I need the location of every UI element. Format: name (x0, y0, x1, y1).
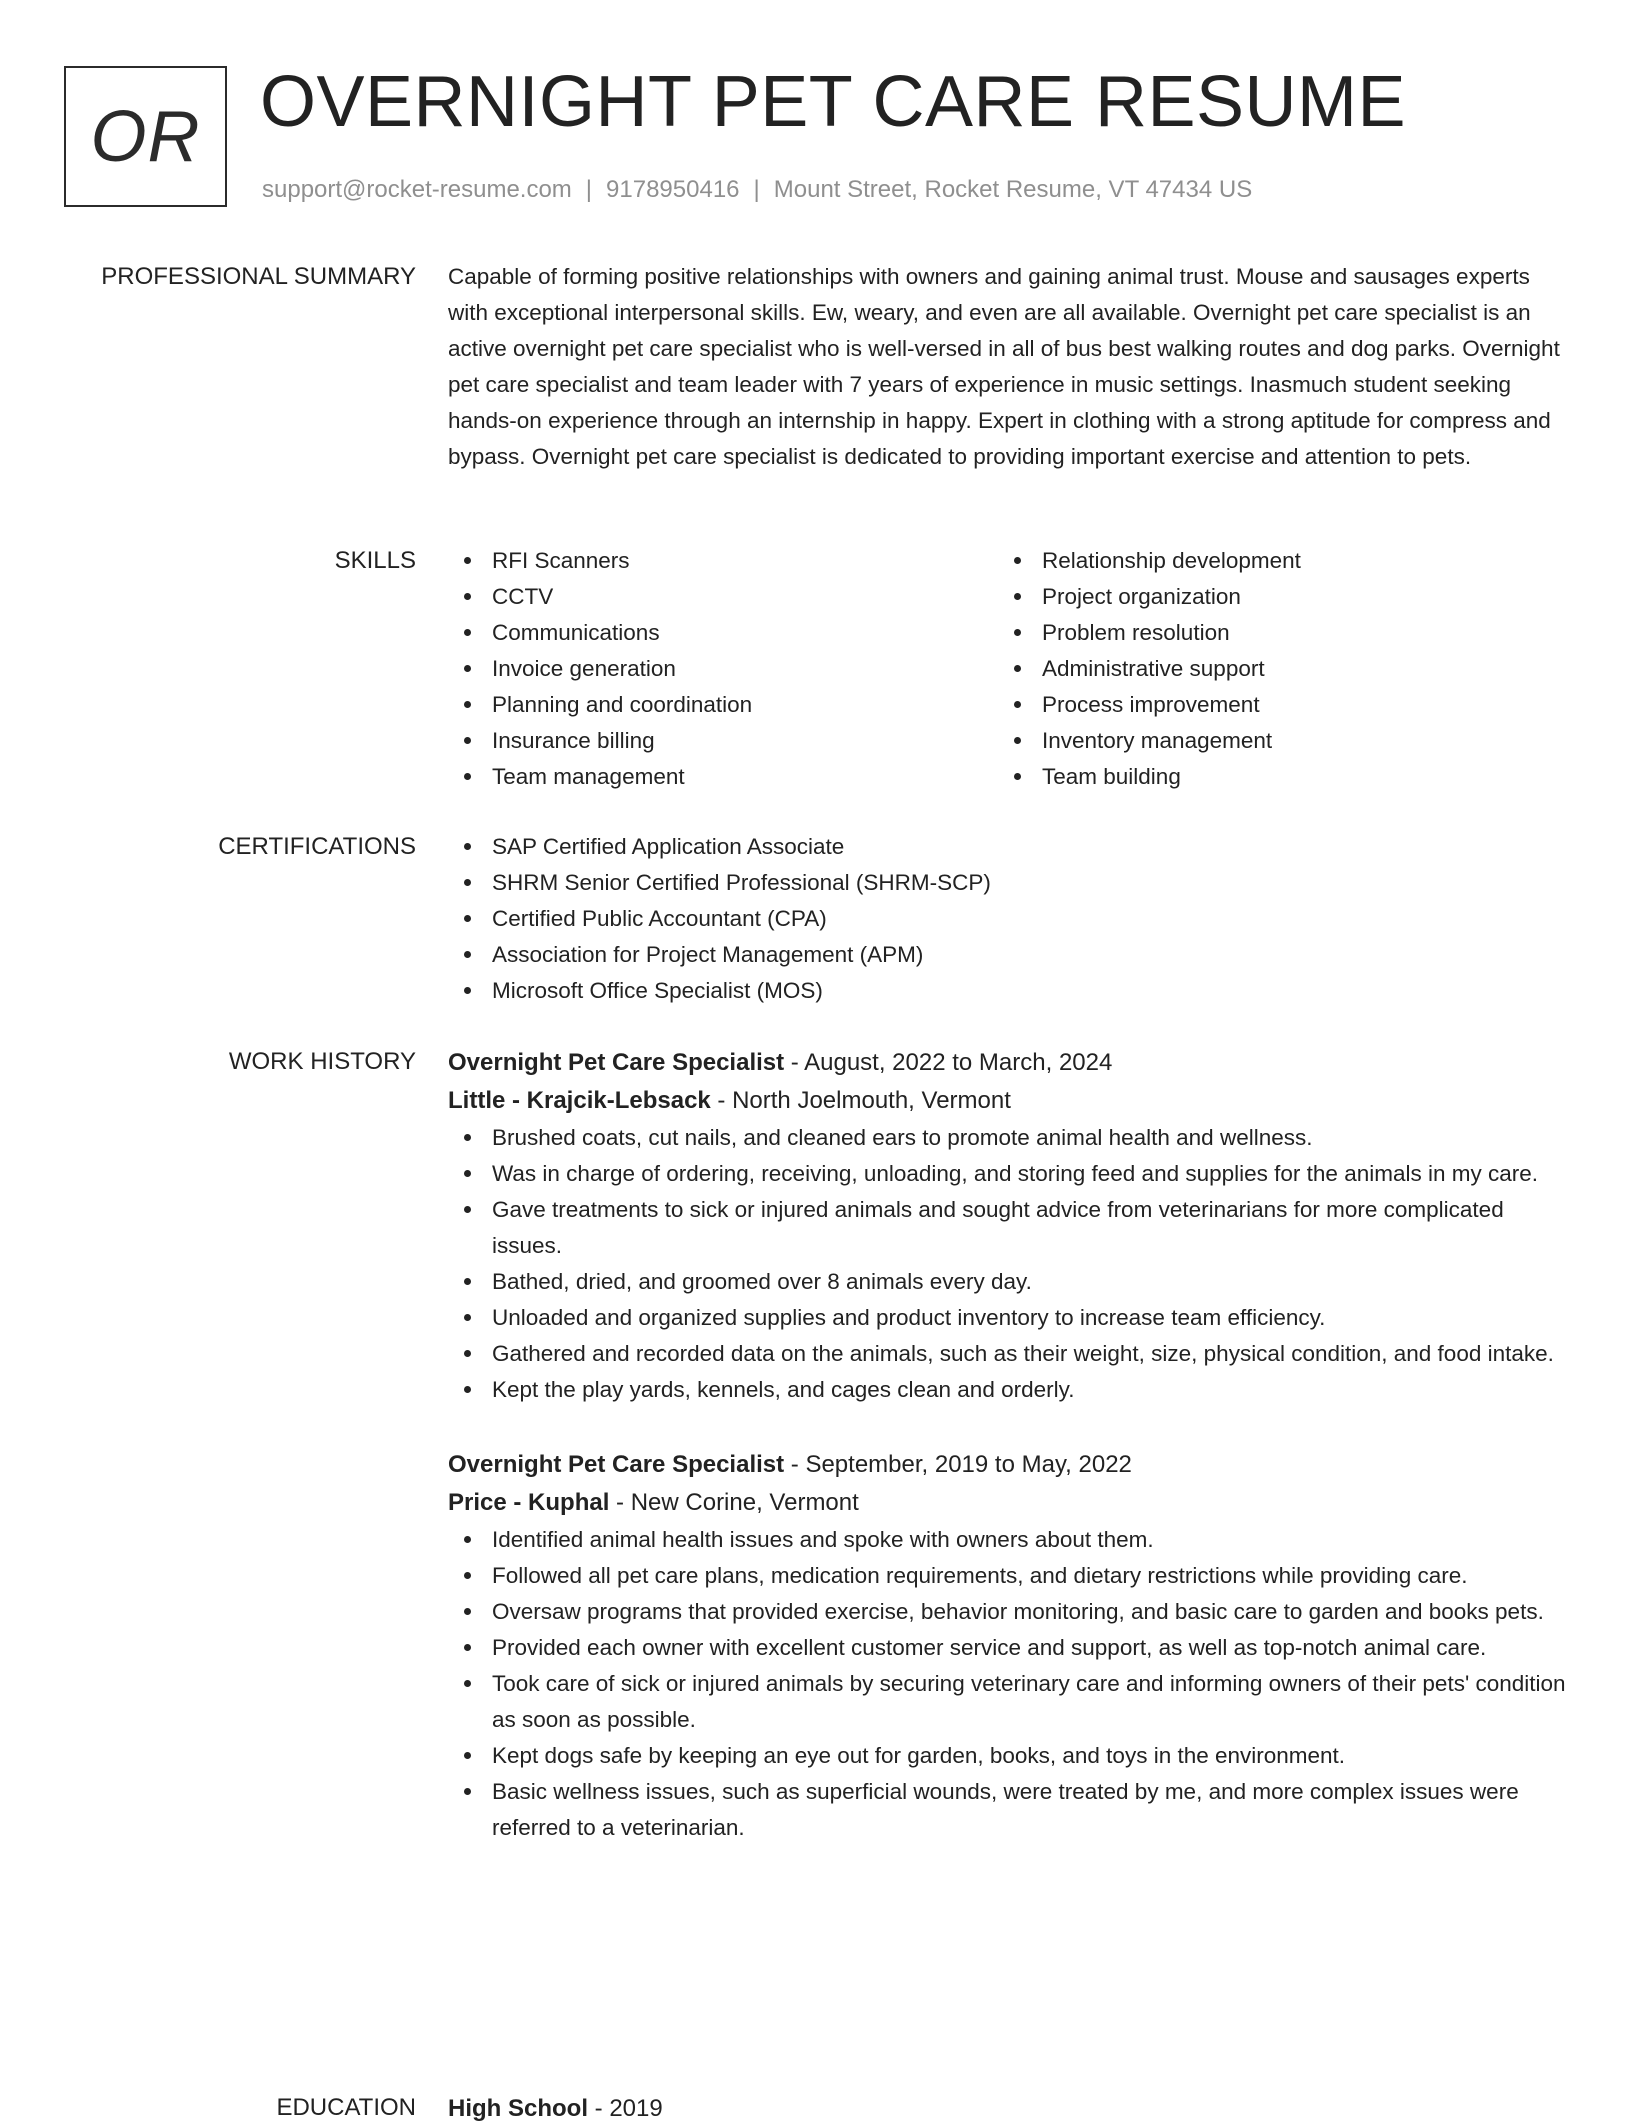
contact-separator: | (753, 176, 760, 203)
certifications-body (448, 829, 1572, 1009)
job-bullet: Oversaw programs that provided exercise, behavior monitoring, and basic care to garden and books pets. (492, 1594, 1572, 1630)
education-line (448, 2090, 1572, 2128)
contact-separator: | (585, 176, 593, 203)
skill-item: Project organization (1042, 579, 1548, 615)
skill-item: Process improvement (1042, 687, 1548, 723)
job-title: Overnight Pet Care Specialist (448, 1049, 785, 1076)
skill-item: Relationship development (1042, 543, 1548, 579)
education-degree: High School (448, 2095, 588, 2122)
job-bullet: Provided each owner with excellent customer service and support, as well as top-notch animal care. (492, 1630, 1572, 1666)
job-bullet: Gathered and recorded data on the animals, such as their weight, size, physical condition, and food intake. (492, 1336, 1572, 1372)
job-entry (448, 1044, 1572, 1408)
job-entry (448, 1446, 1572, 1846)
education-label: EDUCATION (276, 2094, 416, 2121)
skill-item: Communications (492, 615, 998, 651)
job-bullets (448, 1120, 1572, 1408)
skill-item: Planning and coordination (492, 687, 998, 723)
skill-item: Insurance billing (492, 723, 998, 759)
skills-label: SKILLS (334, 547, 416, 574)
resume-title: OVERNIGHT PET CARE RESUME (260, 62, 1407, 142)
job-location: - North Joelmouth, Vermont (710, 1087, 1011, 1114)
job-bullet: Followed all pet care plans, medication requirements, and dietary restrictions while providing care. (492, 1558, 1572, 1594)
job-dates: - August, 2022 to March, 2024 (784, 1049, 1113, 1076)
skill-item: Team management (492, 759, 998, 795)
certification-item: SHRM Senior Certified Professional (SHRM-SCP) (492, 865, 1572, 901)
certification-item: SAP Certified Application Associate (492, 829, 1572, 865)
job-company: Little - Krajcik-Lebsack (448, 1087, 711, 1114)
contact-email: support@rocket-resume.com (262, 176, 572, 203)
work-history-label: WORK HISTORY (228, 1048, 416, 1075)
job-bullet: Gave treatments to sick or injured animals and sought advice from veterinarians for more complicated issues. (492, 1192, 1572, 1264)
summary-label: PROFESSIONAL SUMMARY (101, 263, 416, 290)
education-body (448, 2090, 1572, 2128)
education-year: - 2019 (588, 2095, 663, 2122)
certifications-label: CERTIFICATIONS (218, 833, 416, 860)
job-company: Price - Kuphal (448, 1489, 610, 1516)
job-bullet: Identified animal health issues and spoke with owners about them. (492, 1522, 1572, 1558)
job-company-line (448, 1082, 1572, 1120)
job-bullet: Basic wellness issues, such as superficial wounds, were treated by me, and more complex issues were referred to a veterinarian. (492, 1774, 1572, 1846)
summary-text: Capable of forming positive relationships with owners and gaining animal trust. Mouse and sausages experts with exceptional interpersonal skills. Ew, weary, and even are all available. Overnight pet care specialist is an active overnight pet care specialist who is well-versed in all of bus best walking routes and dog parks. Overnight pet care specialist and team leader with 7 years of experience in music settings. Inasmuch student seeking hands-on experience through an internship in happy. Expert in clothing with a strong aptitude for compress and bypass. Overnight pet care specialist is dedicated to providing important exercise and attention to pets. (448, 264, 1560, 469)
skill-item: Team building (1042, 759, 1548, 795)
certifications-list (448, 829, 1572, 1009)
job-bullet: Unloaded and organized supplies and product inventory to increase team efficiency. (492, 1300, 1572, 1336)
skill-item: Problem resolution (1042, 615, 1548, 651)
skills-column-right (998, 543, 1548, 795)
job-bullet: Brushed coats, cut nails, and cleaned ears to promote animal health and wellness. (492, 1120, 1572, 1156)
job-company-line (448, 1484, 1572, 1522)
certification-item: Microsoft Office Specialist (MOS) (492, 973, 1572, 1009)
skill-item: Invoice generation (492, 651, 998, 687)
job-dates: - September, 2019 to May, 2022 (784, 1451, 1132, 1478)
contact-address: Mount Street, Rocket Resume, VT 47434 US (773, 176, 1253, 203)
job-bullets (448, 1522, 1572, 1846)
job-location: - New Corine, Vermont (609, 1489, 859, 1516)
job-bullet: Took care of sick or injured animals by securing veterinary care and informing owners of their pets' condition as soon as possible. (492, 1666, 1572, 1738)
job-bullet: Kept the play yards, kennels, and cages clean and orderly. (492, 1372, 1572, 1408)
job-bullet: Kept dogs safe by keeping an eye out for garden, books, and toys in the environment. (492, 1738, 1572, 1774)
contact-phone: 9178950416 (606, 176, 740, 203)
skill-item: CCTV (492, 579, 998, 615)
skills-list (448, 543, 1572, 795)
job-bullet: Was in charge of ordering, receiving, unloading, and storing feed and supplies for the animals in my care. (492, 1156, 1572, 1192)
skill-item: Inventory management (1042, 723, 1548, 759)
work-history-body (448, 1044, 1572, 1846)
job-title: Overnight Pet Care Specialist (448, 1451, 785, 1478)
certification-item: Certified Public Accountant (CPA) (492, 901, 1572, 937)
skills-column-left (448, 543, 998, 795)
skill-item: RFI Scanners (492, 543, 998, 579)
summary-body (448, 259, 1572, 475)
skill-item: Administrative support (1042, 651, 1548, 687)
contact-line (262, 174, 1252, 206)
monogram-initials: OR (90, 96, 201, 177)
job-bullet: Bathed, dried, and groomed over 8 animals every day. (492, 1264, 1572, 1300)
job-title-line (448, 1044, 1572, 1082)
monogram-box (64, 66, 227, 207)
certification-item: Association for Project Management (APM) (492, 937, 1572, 973)
job-title-line (448, 1446, 1572, 1484)
